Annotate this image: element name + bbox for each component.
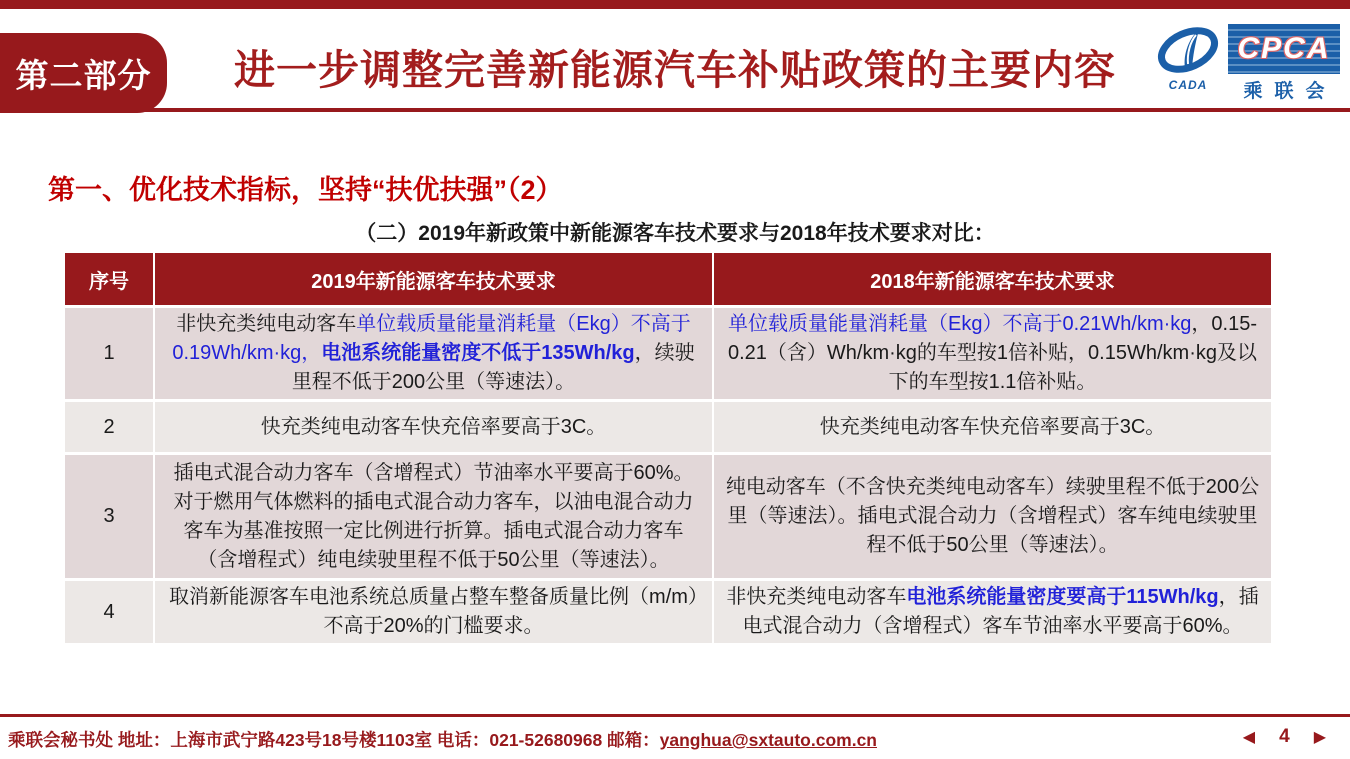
footer-contact (8, 727, 877, 752)
cpca-label: CPCA (1237, 32, 1331, 65)
section-subtitle: （二）2019年新政策中新能源客车技术要求与2018年技术要求对比： (355, 222, 995, 245)
col-header-2019: 2019年新能源客车技术要求 (155, 253, 712, 305)
cpca-mark (1228, 24, 1340, 103)
table-row (65, 402, 1271, 452)
cpca-logo (1151, 22, 1344, 105)
part-badge: 第二部分 (0, 33, 167, 113)
cpca-subtitle: 乘联会 (1243, 81, 1337, 102)
header-divider (0, 108, 1350, 112)
top-accent-bar (0, 0, 1350, 9)
table-header-row (65, 253, 1271, 305)
req-2019-cell: 非快充类纯电动客车单位载质量能量消耗量（Ekg）不高于0.19Wh/km·kg，电池系统能量密度不低于135Wh/kg，续驶里程不低于200公里（等速法）。 (155, 308, 712, 399)
footer-email-link[interactable]: yanghua@sxtauto.com.cn (659, 730, 877, 750)
req-2019-cell: 快充类纯电动客车快充倍率要高于3C。 (155, 402, 712, 452)
slide-pager (1243, 726, 1326, 748)
cada-logo (1155, 24, 1221, 92)
page-number: 4 (1279, 726, 1290, 747)
table-row (65, 581, 1271, 643)
row-number-cell: 2 (65, 402, 153, 452)
req-2018-cell: 快充类纯电动客车快充倍率要高于3C。 (714, 402, 1271, 452)
table-row (65, 455, 1271, 578)
row-number-cell: 3 (65, 455, 153, 578)
row-number-cell: 4 (65, 581, 153, 643)
footer-contact-text: 乘联会秘书处 地址：上海市武宁路423号18号楼1103室 电话：021-52680968 邮箱： (8, 730, 660, 750)
footer-divider (0, 714, 1350, 717)
section-heading: 第一、优化技术指标，坚持“扶优扶强”（2） (48, 175, 563, 205)
page-title: 进一步调整完善新能源汽车补贴政策的主要内容 (234, 47, 1116, 93)
cada-label: CADA (1168, 78, 1208, 92)
prev-slide-icon[interactable]: ◀ (1242, 729, 1256, 746)
req-2019-cell: 取消新能源客车电池系统总质量占整车整备质量比例（m/m）不高于20%的门槛要求。 (155, 581, 712, 643)
table-row (65, 308, 1271, 399)
cada-ellipse-icon (1155, 24, 1221, 82)
cpca-striped-box (1228, 24, 1340, 74)
req-2018-cell: 纯电动客车（不含快充类纯电动客车）续驶里程不低于200公里（等速法）。插电式混合动力（含增程式）客车纯电续驶里程不低于50公里（等速法）。 (714, 455, 1271, 578)
col-header-number: 序号 (65, 253, 153, 305)
col-header-2018: 2018年新能源客车技术要求 (714, 253, 1271, 305)
next-slide-icon[interactable]: ▶ (1313, 729, 1326, 746)
req-2018-cell: 单位载质量能量消耗量（Ekg）不高于0.21Wh/km·kg，0.15-0.21（含）Wh/km·kg的车型按1倍补贴，0.15Wh/km·kg及以下的车型按1.1倍补贴。 (714, 308, 1271, 399)
req-2019-cell: 插电式混合动力客车（含增程式）节油率水平要高于60%。对于燃用气体燃料的插电式混合动力客车，以油电混合动力客车为基准按照一定比例进行折算。插电式混合动力客车（含增程式）纯电续驶里程不低于50公里（等速法）。 (155, 455, 712, 578)
row-number-cell: 1 (65, 308, 153, 399)
comparison-table (63, 250, 1273, 646)
req-2018-cell: 非快充类纯电动客车电池系统能量密度要高于115Wh/kg，插电式混合动力（含增程式）客车节油率水平要高于60%。 (714, 581, 1271, 643)
